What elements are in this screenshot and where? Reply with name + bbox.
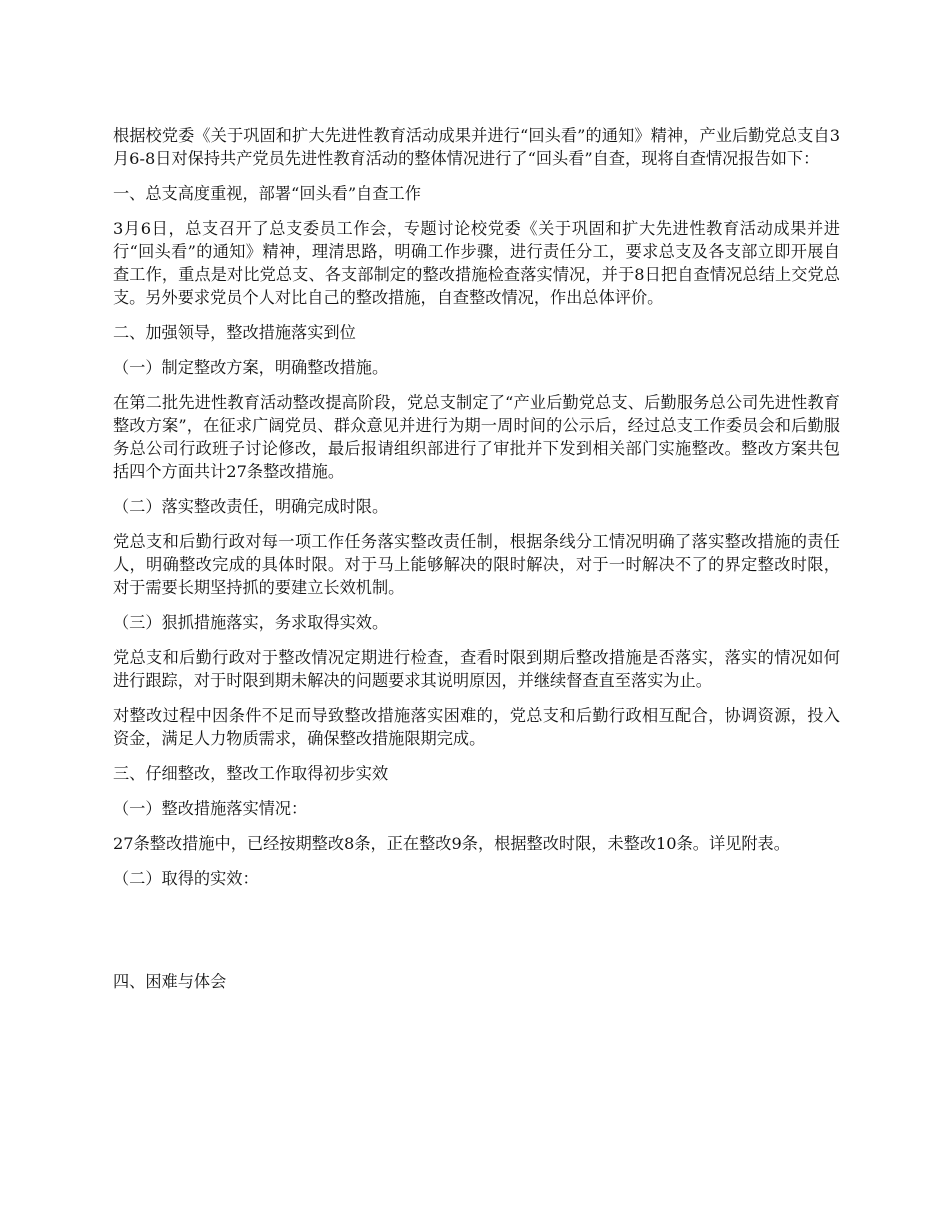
document-page	[113, 124, 840, 1005]
subheading-2-2: （二）落实整改责任，明确完成时限。	[113, 497, 389, 516]
body-paragraph: 党总支和后勤行政对每一项工作任务落实整改责任制，根据条线分工情况明确了落实整改措施的责任人，明确整改完成的具体时限。对于马上能够解决的限时解决，对于一时解决不了的界定整改时限，对于需要长期坚持抓的要建立长效机制。	[113, 532, 840, 597]
subheading-2-3: （三）狠抓措施落实，务求取得实效。	[113, 613, 389, 632]
body-paragraph: 党总支和后勤行政对于整改情况定期进行检查，查看时限到期后整改措施是否落实，落实的情况如何进行跟踪，对于时限到期未解决的问题要求其说明原因，并继续督查直至落实为止。	[113, 648, 840, 690]
body-paragraph: 3月6日，总支召开了总支委员工作会，专题讨论校党委《关于巩固和扩大先进性教育活动成果并进行“回头看”的通知》精神，理清思路，明确工作步骤，进行责任分工，要求总支及各支部立即开展自查工作，重点是对比党总支、各支部制定的整改措施检查落实情况，并于8日把自查情况总结上交党总支。另外要求党员个人对比自己的整改措施，自查整改情况，作出总体评价。	[113, 219, 840, 307]
section-heading-3: 三、仔细整改，整改工作取得初步实效	[113, 764, 389, 783]
body-paragraph: 对整改过程中因条件不足而导致整改措施落实困难的，党总支和后勤行政相互配合，协调资源，投入资金，满足人力物质需求，确保整改措施限期完成。	[113, 706, 840, 748]
body-paragraph: 在第二批先进性教育活动整改提高阶段，党总支制定了“产业后勤党总支、后勤服务总公司先进性教育整改方案”，在征求广阔党员、群众意见并进行为期一周时间的公示后，经过总支工作委员会和后勤服务总公司行政班子讨论修改，最后报请组织部进行了审批并下发到相关部门实施整改。整改方案共包括四个方面共计27条整改措施。	[113, 393, 840, 481]
subheading-3-1: （一）整改措施落实情况：	[113, 799, 308, 818]
subheading-3-2: （二）取得的实效：	[113, 869, 259, 888]
intro-paragraph: 根据校党委《关于巩固和扩大先进性教育活动成果并进行“回头看”的通知》精神，产业后勤党总支自3月6-8日对保持共产党员先进性教育活动的整体情况进行了“回头看”自查，现将自查情况报告如下：	[113, 126, 840, 168]
blank-space	[113, 902, 840, 970]
section-heading-2: 二、加强领导，整改措施落实到位	[113, 323, 356, 342]
section-heading-4: 四、困难与体会	[113, 972, 227, 991]
body-paragraph: 27条整改措施中，已经按期整改8条，正在整改9条，根据整改时限，未整改10条。详见附表。	[113, 834, 790, 853]
subheading-2-1: （一）制定整改方案，明确整改措施。	[113, 358, 389, 377]
section-heading-1: 一、总支高度重视，部署“回头看”自查工作	[113, 184, 421, 203]
